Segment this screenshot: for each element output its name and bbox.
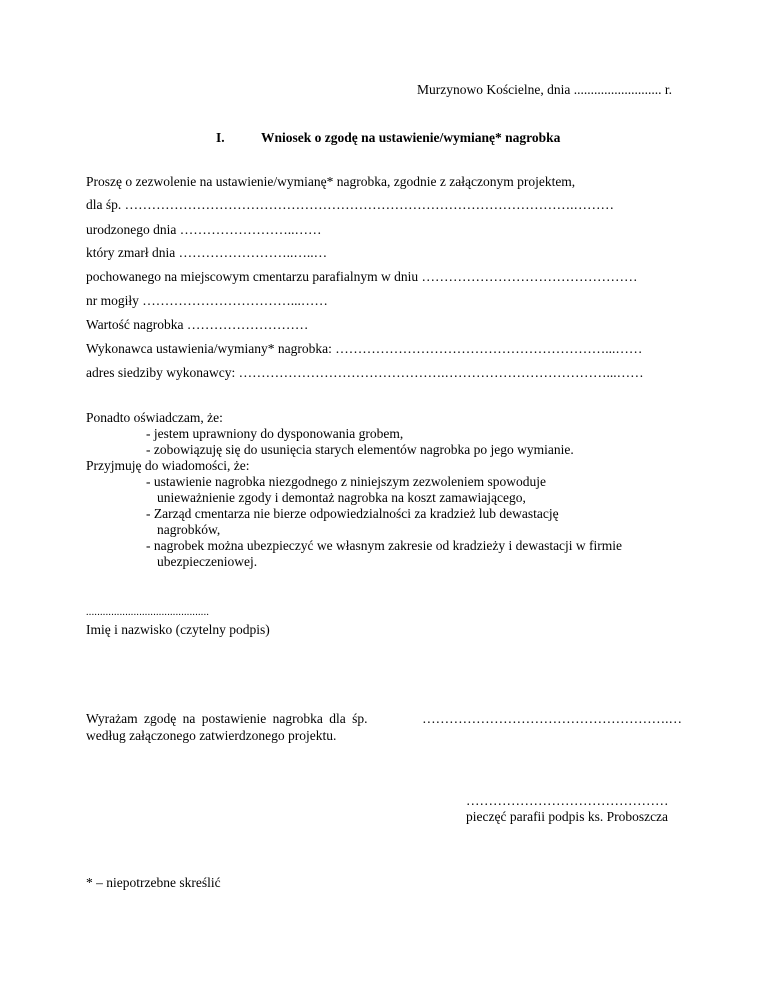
place-date-line: Murzynowo Kościelne, dnia .......................... r. xyxy=(417,82,672,97)
field-burial-date[interactable] xyxy=(86,269,638,285)
field-label: urodzonego dnia xyxy=(86,222,177,237)
fill-in-dots: ……………………………………………………………………………………….……… xyxy=(124,197,614,212)
field-grave-number[interactable] xyxy=(86,293,328,309)
acknowledgement-item-cont: unieważnienie zgody i demontaż nagrobka na koszt zamawiającego, xyxy=(157,490,526,505)
field-death-date[interactable] xyxy=(86,245,327,261)
signature-label: Imię i nazwisko (czytelny podpis) xyxy=(86,622,270,637)
declaration-item: - jestem uprawniony do dysponowania grobem, xyxy=(146,426,404,441)
fill-in-dots: ……………………………………….………………………………...…… xyxy=(238,365,644,380)
consent-line-2: według załączonego zatwierdzonego projektu. xyxy=(86,728,337,743)
field-label: adres siedziby wykonawcy: xyxy=(86,365,236,380)
seal-label: pieczęć parafii podpis ks. Proboszcza xyxy=(466,809,669,824)
fill-in-dots: ……………………………………………………...…… xyxy=(335,341,643,356)
signature-line[interactable]: ............................................ xyxy=(86,607,210,618)
acknowledgement-item: - Zarząd cmentarza nie bierze odpowiedzialności za kradzież lub dewastację xyxy=(146,506,559,521)
field-label: Wykonawca ustawienia/wymiany* nagrobka: xyxy=(86,341,332,356)
section-title: Wniosek o zgodę na ustawienie/wymianę* nagrobka xyxy=(261,130,561,145)
acknowledgement-item-cont: nagrobków, xyxy=(157,522,221,537)
field-label: który zmarł dnia xyxy=(86,245,176,260)
consent-label: Wyrażam zgodę na postawienie nagrobka dla śp. xyxy=(86,711,368,726)
section-number: I. xyxy=(216,130,225,145)
field-label: dla śp. xyxy=(86,197,122,212)
footnote: * – niepotrzebne skreślić xyxy=(86,875,221,890)
fill-in-dots: ……………………..…..… xyxy=(178,245,328,260)
field-label: Wartość nagrobka xyxy=(86,317,184,332)
field-tombstone-value[interactable] xyxy=(86,317,308,333)
acknowledgement-item: - ustawienie nagrobka niezgodnego z niniejszym zezwoleniem spowoduje xyxy=(146,474,546,489)
acknowledgement-item-cont: ubezpieczeniowej. xyxy=(157,554,258,569)
fill-in-dots: ………………………………………… xyxy=(421,269,638,284)
acknowledgement-intro: Przyjmuję do wiadomości, że: xyxy=(86,458,250,473)
seal-signature-line[interactable]: ……………………………………… xyxy=(466,793,669,808)
declaration-item: - zobowiązuję się do usunięcia starych elementów nagrobka po jego wymianie. xyxy=(146,442,574,457)
field-birth-date[interactable] xyxy=(86,222,321,238)
request-intro: Proszę o zezwolenie na ustawienie/wymianę* nagrobka, zgodnie z załączonym projektem, xyxy=(86,174,576,189)
field-label: pochowanego na miejscowym cmentarzu parafialnym w dniu xyxy=(86,269,419,284)
acknowledgement-item: - nagrobek można ubezpieczyć we własnym zakresie od kradzieży i dewastacji w firmie xyxy=(146,538,623,553)
fill-in-dots: ……………………………………………….… xyxy=(422,711,682,726)
field-deceased-name[interactable] xyxy=(86,197,614,213)
field-contractor-address[interactable] xyxy=(86,365,644,381)
declaration-intro: Ponadto oświadczam, że: xyxy=(86,410,223,425)
fill-in-dots: ……………………… xyxy=(186,317,309,332)
fill-in-dots: ……………………………...…… xyxy=(142,293,328,308)
field-label: nr mogiły xyxy=(86,293,139,308)
fill-in-dots: ……………………..…… xyxy=(179,222,322,237)
field-contractor[interactable] xyxy=(86,341,642,357)
